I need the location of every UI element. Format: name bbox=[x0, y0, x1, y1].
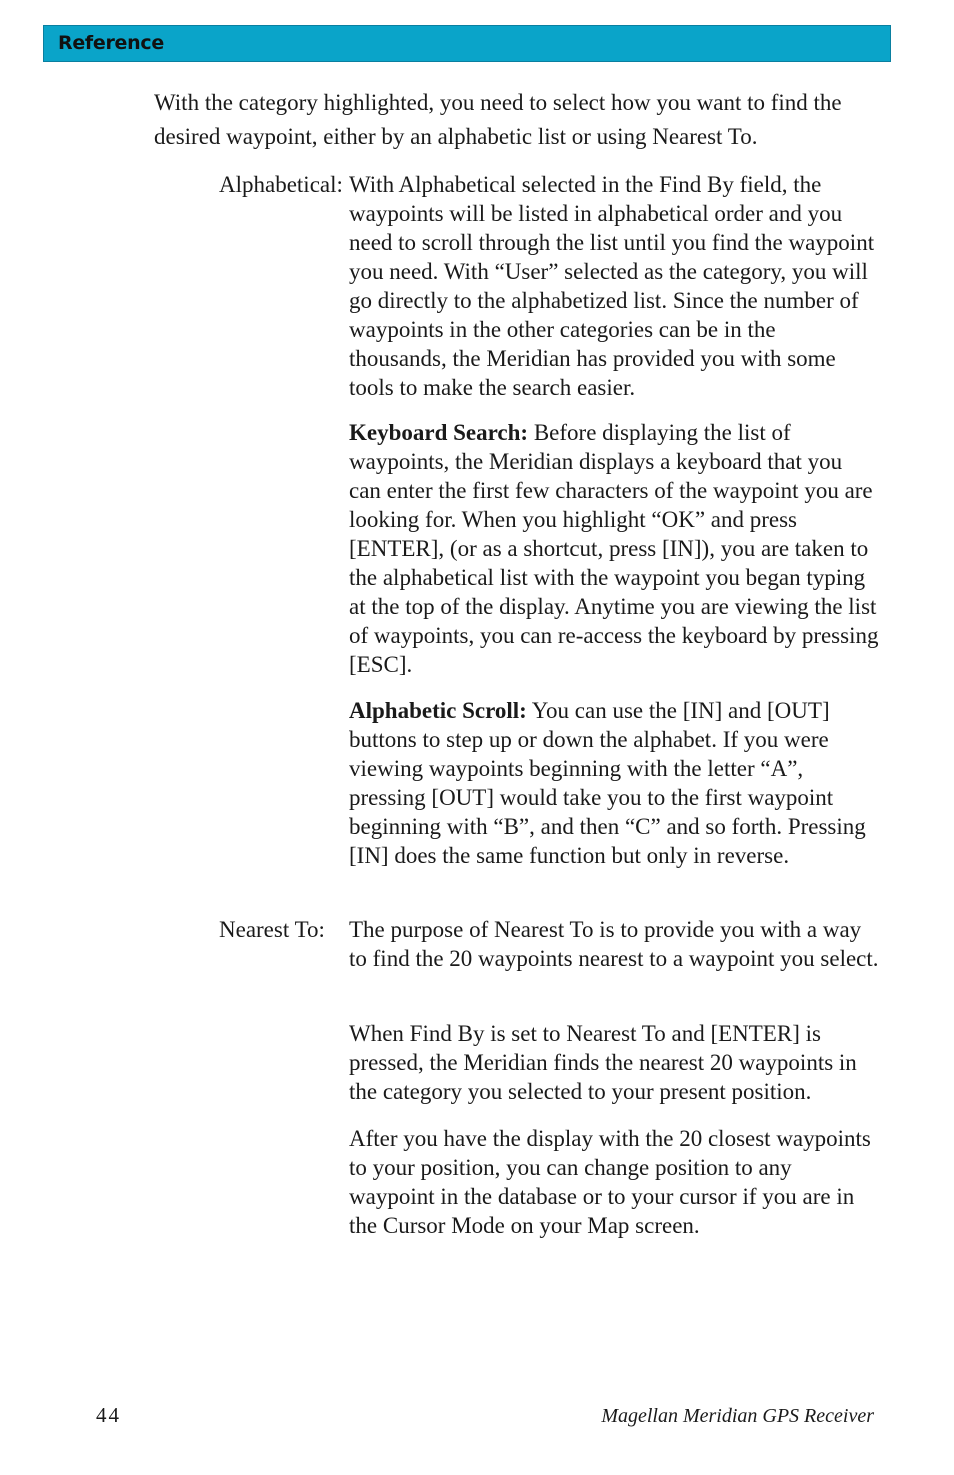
nearest-to-paragraph-3: After you have the display with the 20 closest waypoints to your position, you can change position to any waypoint in the database or to your cursor if you are in the Cursor Mode on your Map screen. bbox=[349, 1126, 871, 1238]
alphabetical-description: With Alphabetical selected in the Find By field, the waypoints will be listed in alphabetical order and you need to scroll through the list until you find the waypoint you need. With “User” selected as the category, you will go directly to the alphabetized list. Since the number of waypoints in the other categories can be in the thousands, the Meridian has provided you with some tools to make the search easier. bbox=[349, 172, 875, 400]
nearest-to-paragraph-2: When Find By is set to Nearest To and [ENTER] is pressed, the Meridian finds the nearest 20 waypoints in the category you selected to your present position. bbox=[349, 1021, 857, 1104]
alphabetic-scroll-heading: Alphabetic Scroll: bbox=[349, 698, 527, 723]
term-nearest-to: Nearest To: bbox=[219, 917, 325, 942]
keyboard-search-paragraph bbox=[349, 418, 879, 679]
alphabetic-scroll-text: You can use the [IN] and [OUT] buttons to step up or down the alphabet. If you were viewing waypoints beginning with the letter “A”, pressing [OUT] would take you to the first waypoint beginning with “B”, and then “C” and so forth. Pressing [IN] does the same function but only in reverse. bbox=[349, 698, 866, 868]
footer-book-title: Magellan Meridian GPS Receiver bbox=[601, 1405, 874, 1427]
nearest-to-description: The purpose of Nearest To is to provide you with a way to find the 20 waypoints nearest to a waypoint you select. bbox=[349, 917, 879, 971]
keyboard-search-heading: Keyboard Search: bbox=[349, 420, 529, 445]
section-header-bar bbox=[43, 25, 891, 62]
section-title: Reference bbox=[58, 32, 164, 54]
keyboard-search-text: Before displaying the list of waypoints, the Meridian displays a keyboard that you can enter the first few characters of the waypoint you are looking for. When you highlight “OK” and press [ENTER], (or as a shortcut, press [IN]), you are taken to the alphabetical list with the waypoint you began typing at the top of the display. Anytime you are viewing the list of waypoints, you can re-access the keyboard by pressing [ESC]. bbox=[349, 420, 879, 677]
page-number: 44 bbox=[96, 1403, 121, 1427]
intro-paragraph: With the category highlighted, you need to select how you want to find the desired waypoint, either by an alphabetic list or using Nearest To. bbox=[154, 90, 842, 149]
term-alphabetical: Alphabetical: bbox=[219, 172, 343, 197]
alphabetic-scroll-paragraph bbox=[349, 696, 879, 870]
